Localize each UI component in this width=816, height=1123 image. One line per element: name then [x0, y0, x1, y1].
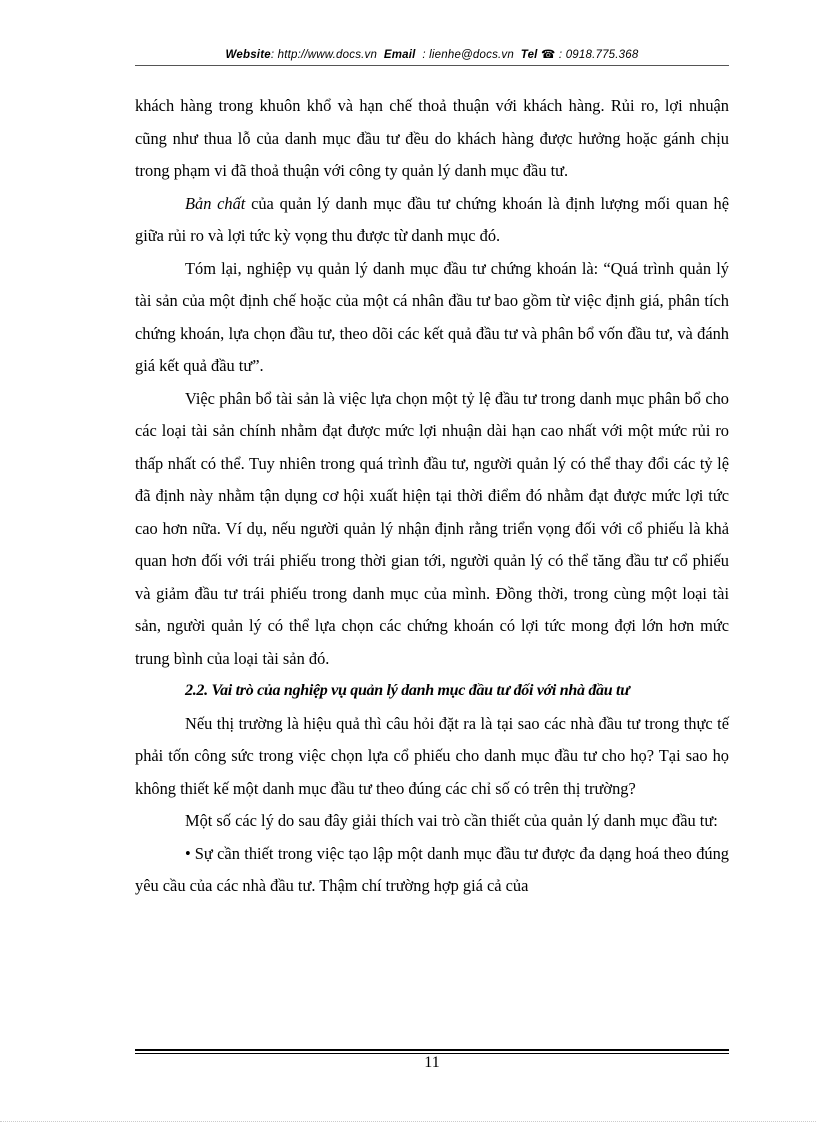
page-edge [0, 1121, 816, 1122]
bullet-text: Sự cần thiết trong việc tạo lập một danh mục đầu tư được đa dạng hoá theo đúng yêu cầu của các nhà đầu tư. Thậm chí trường hợp giá cả của [135, 843, 729, 895]
page-number: 11 [424, 1054, 440, 1071]
section-heading: 2.2. Vai trò của nghiệp vụ quản lý danh mục đầu tư đối với nhà đầu tư [185, 682, 630, 699]
email-value: : lienhe@docs.vn [422, 49, 514, 61]
paragraph-1: khách hàng trong khuôn khổ và hạn chế thoả thuận với khách hàng. Rủi ro, lợi nhuận cũng như thua lỗ của danh mục đầu tư đều do khách hàng được hưởng hoặc gánh chịu trong phạm vi đã thoả thuận với công ty quản lý danh mục đầu tư. [135, 96, 729, 180]
tel-value: : 0918.775.368 [558, 49, 639, 61]
paragraph-2-italic: Bản chất [185, 193, 246, 213]
page-header [135, 47, 729, 61]
paragraph-6: Một số các lý do sau đây giải thích vai trò cần thiết của quản lý danh mục đầu tư: [185, 811, 718, 830]
page-content [135, 90, 729, 903]
phone-icon: ☎ [540, 49, 556, 61]
footer-divider-thick [135, 1049, 729, 1051]
header-divider [135, 65, 729, 66]
paragraph-3: Tóm lại, nghiệp vụ quản lý danh mục đầu tư chứng khoán là: “Quá trình quản lý tài sản của một định chế hoặc của một cá nhân đầu tư bao gồm từ việc định giá, phân tích chứng khoán, lựa chọn đầu tư, theo dõi các kết quả đầu tư và phân bổ vốn đầu tư, và đánh giá kết quả đầu tư”. [135, 258, 729, 375]
paragraph-2-text: của quản lý danh mục đầu tư chứng khoán là định lượng mối quan hệ giữa rủi ro và lợi tức kỳ vọng thu được từ danh mục đó. [135, 193, 729, 245]
email-label: Email [383, 49, 416, 61]
bullet-paragraph [135, 838, 729, 903]
paragraph-5: Nếu thị trường là hiệu quả thì câu hỏi đặt ra là tại sao các nhà đầu tư trong thực tế phải tốn công sức trong việc chọn lựa cổ phiếu cho danh mục đầu tư cho họ? Tại sao họ không thiết kế một danh mục đầu tư theo đúng các chỉ số có trên thị trường? [135, 713, 729, 798]
paragraph-2 [135, 188, 729, 253]
tel-label: Tel [520, 49, 538, 61]
website-value: : http://www.docs.vn [270, 49, 378, 61]
paragraph-4: Việc phân bổ tài sản là việc lựa chọn một tỷ lệ đầu tư trong danh mục phân bổ cho các loại tài sản chính nhằm đạt được mức lợi nhuận dài hạn cao nhất với một mức rủi ro thấp nhất có thể. Tuy nhiên trong quá trình đầu tư, người quản lý có thể thay đổi các tỷ lệ đã định này nhằm tận dụng cơ hội xuất hiện tại thời điểm đó nhằm đạt được mức lợi tức cao hơn nữa. Ví dụ, nếu người quản lý nhận định rằng triển vọng đối với cổ phiếu là khả quan hơn đối với trái phiếu trong thời gian tới, người quản lý có thể tăng đầu tư cổ phiếu và giảm đầu tư trái phiếu trong danh mục của mình. Đồng thời, trong cùng một loại tài sản, người quản lý có thể lựa chọn các chứng khoán có lợi tức mong đợi lớn hơn mức trung bình của loại tài sản đó. [135, 388, 729, 668]
bullet-icon: • [185, 843, 191, 863]
website-label: Website [225, 49, 271, 61]
